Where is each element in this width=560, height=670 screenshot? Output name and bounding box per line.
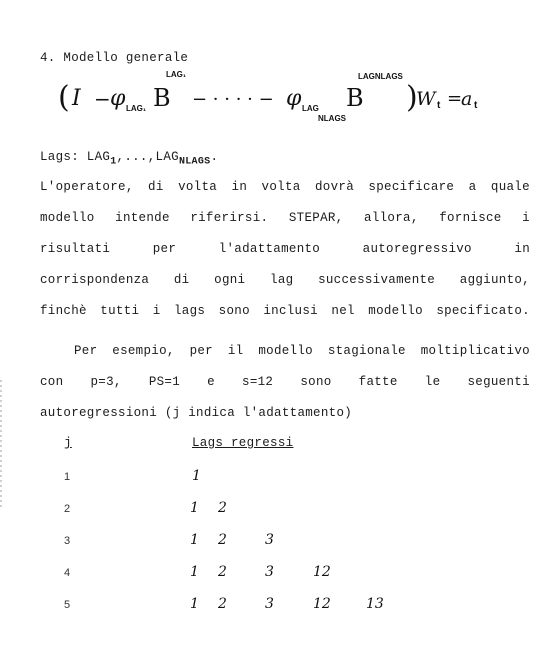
word: inclusi bbox=[263, 304, 318, 318]
para1-line bbox=[40, 180, 530, 194]
table-row-lag: 13 bbox=[366, 596, 384, 612]
table-row-lag: 2 bbox=[218, 596, 227, 612]
lags-subscript-1: 1 bbox=[110, 156, 117, 168]
word: risultati bbox=[40, 242, 111, 256]
para1-line bbox=[40, 304, 530, 318]
word: l'adattamento bbox=[218, 242, 321, 256]
table-row-lag: 1 bbox=[190, 564, 199, 580]
table-row-lag: 12 bbox=[313, 564, 331, 580]
word: stagionale bbox=[327, 344, 406, 358]
word: moltiplicativo bbox=[420, 344, 530, 358]
formula-phi-1-subscript: LAG₁ bbox=[126, 104, 147, 113]
table-row-lag: 1 bbox=[190, 596, 199, 612]
word: aggiunto, bbox=[459, 273, 530, 287]
table-row-lag: 12 bbox=[313, 596, 331, 612]
table-row-lag: 1 bbox=[192, 468, 201, 484]
formula-W-subscript: t bbox=[437, 100, 441, 111]
table-row-j: 2 bbox=[64, 503, 71, 515]
table-row-j: 3 bbox=[64, 535, 71, 547]
word: volta bbox=[178, 180, 218, 194]
formula-B-1: B bbox=[153, 84, 171, 112]
table-row-lag: 2 bbox=[218, 532, 227, 548]
word: per bbox=[152, 242, 177, 256]
formula-a-subscript: t bbox=[474, 100, 478, 111]
formula-minus-1: − bbox=[94, 87, 111, 111]
word: autoregressivo bbox=[362, 242, 472, 256]
word: i bbox=[152, 304, 161, 318]
word: dovrà bbox=[314, 180, 354, 194]
section-title: 4. Modello generale bbox=[40, 51, 189, 65]
word: seguenti bbox=[467, 375, 530, 389]
formula-phi-2-subscript-bottom: NLAGS bbox=[318, 114, 346, 123]
word: di bbox=[173, 273, 190, 287]
word: fornisce bbox=[439, 211, 502, 225]
table-row-lag: 1 bbox=[190, 500, 199, 516]
lags-prefix: Lags: LAG bbox=[40, 150, 111, 164]
table-row-j: 5 bbox=[64, 599, 71, 611]
para1-line bbox=[40, 273, 530, 287]
para1-line bbox=[40, 242, 530, 256]
word: s=12 bbox=[242, 375, 274, 389]
formula-equals: = bbox=[447, 88, 463, 109]
table-row-lag: 1 bbox=[190, 532, 199, 548]
word: per bbox=[189, 344, 213, 358]
para2-line bbox=[74, 344, 530, 358]
word: volta bbox=[261, 180, 301, 194]
formula-B-2: B bbox=[346, 84, 364, 112]
word: Per bbox=[74, 344, 98, 358]
formula-phi-2: φ bbox=[286, 86, 302, 111]
formula-identity: I bbox=[72, 86, 81, 111]
word: quale bbox=[490, 180, 530, 194]
word: finchè bbox=[40, 304, 87, 318]
word: allora, bbox=[364, 211, 419, 225]
word: successivamente bbox=[318, 273, 436, 287]
formula-close-paren: ) bbox=[406, 80, 418, 115]
word: lag bbox=[270, 273, 294, 287]
lags-subscript-nlags: NLAGS bbox=[178, 156, 211, 168]
word: i bbox=[522, 211, 530, 225]
word: in bbox=[514, 242, 530, 256]
table-row-lag: 3 bbox=[265, 564, 274, 580]
word: riferirsi. bbox=[190, 211, 269, 225]
table-row-lag: 2 bbox=[218, 500, 227, 516]
scan-margin-mark bbox=[0, 380, 2, 510]
word: esempio, bbox=[112, 344, 175, 358]
formula-B-1-superscript: LAG₁ bbox=[166, 70, 187, 79]
word: specificato. bbox=[436, 304, 530, 318]
word: lags bbox=[174, 304, 206, 318]
word: sono bbox=[218, 304, 250, 318]
formula-W: W bbox=[416, 88, 436, 110]
word: tutti bbox=[100, 304, 140, 318]
formula-ellipsis: − · · · · − bbox=[192, 89, 274, 110]
table-row-j: 1 bbox=[64, 471, 71, 483]
para1-line bbox=[40, 211, 530, 225]
word: in bbox=[231, 180, 248, 194]
table-row-lag: 3 bbox=[265, 596, 274, 612]
lags-suffix: . bbox=[210, 150, 219, 164]
word: corrispondenza bbox=[40, 273, 150, 287]
word: modello bbox=[368, 304, 423, 318]
table-header-lags: Lags regressi bbox=[192, 436, 294, 450]
word: le bbox=[424, 375, 441, 389]
word: PS=1 bbox=[148, 375, 181, 389]
word: sono bbox=[300, 375, 332, 389]
table-row-j: 4 bbox=[64, 567, 71, 579]
table-row-lag: 2 bbox=[218, 564, 227, 580]
word: STEPAR, bbox=[288, 211, 344, 225]
word: con bbox=[40, 375, 64, 389]
word: fatte bbox=[358, 375, 398, 389]
paragraph-example-last-line: autoregressioni (j indica l'adattamento) bbox=[40, 406, 353, 420]
word: e bbox=[207, 375, 215, 389]
word: modello bbox=[40, 211, 95, 225]
formula-a: a bbox=[461, 88, 473, 110]
word: di bbox=[148, 180, 164, 194]
word: specificare bbox=[368, 180, 455, 194]
table-header-j: j bbox=[64, 436, 72, 450]
word: intende bbox=[115, 211, 170, 225]
table-row-lag: 3 bbox=[265, 532, 274, 548]
para2-line bbox=[40, 375, 530, 389]
word: il bbox=[227, 344, 244, 358]
formula-phi-1: φ bbox=[110, 86, 126, 111]
lags-middle: ,...,LAG bbox=[116, 150, 179, 164]
word: ogni bbox=[214, 273, 246, 287]
word: modello bbox=[258, 344, 313, 358]
formula-B-2-superscript: LAGNLAGS bbox=[358, 72, 403, 81]
formula-open-paren: ( bbox=[58, 80, 70, 115]
word: p=3, bbox=[90, 375, 122, 389]
formula-phi-2-subscript-top: LAG bbox=[302, 104, 319, 113]
lags-definition-line bbox=[40, 150, 218, 168]
word: L'operatore, bbox=[40, 180, 134, 194]
word: a bbox=[468, 180, 477, 194]
word: nel bbox=[331, 304, 355, 318]
